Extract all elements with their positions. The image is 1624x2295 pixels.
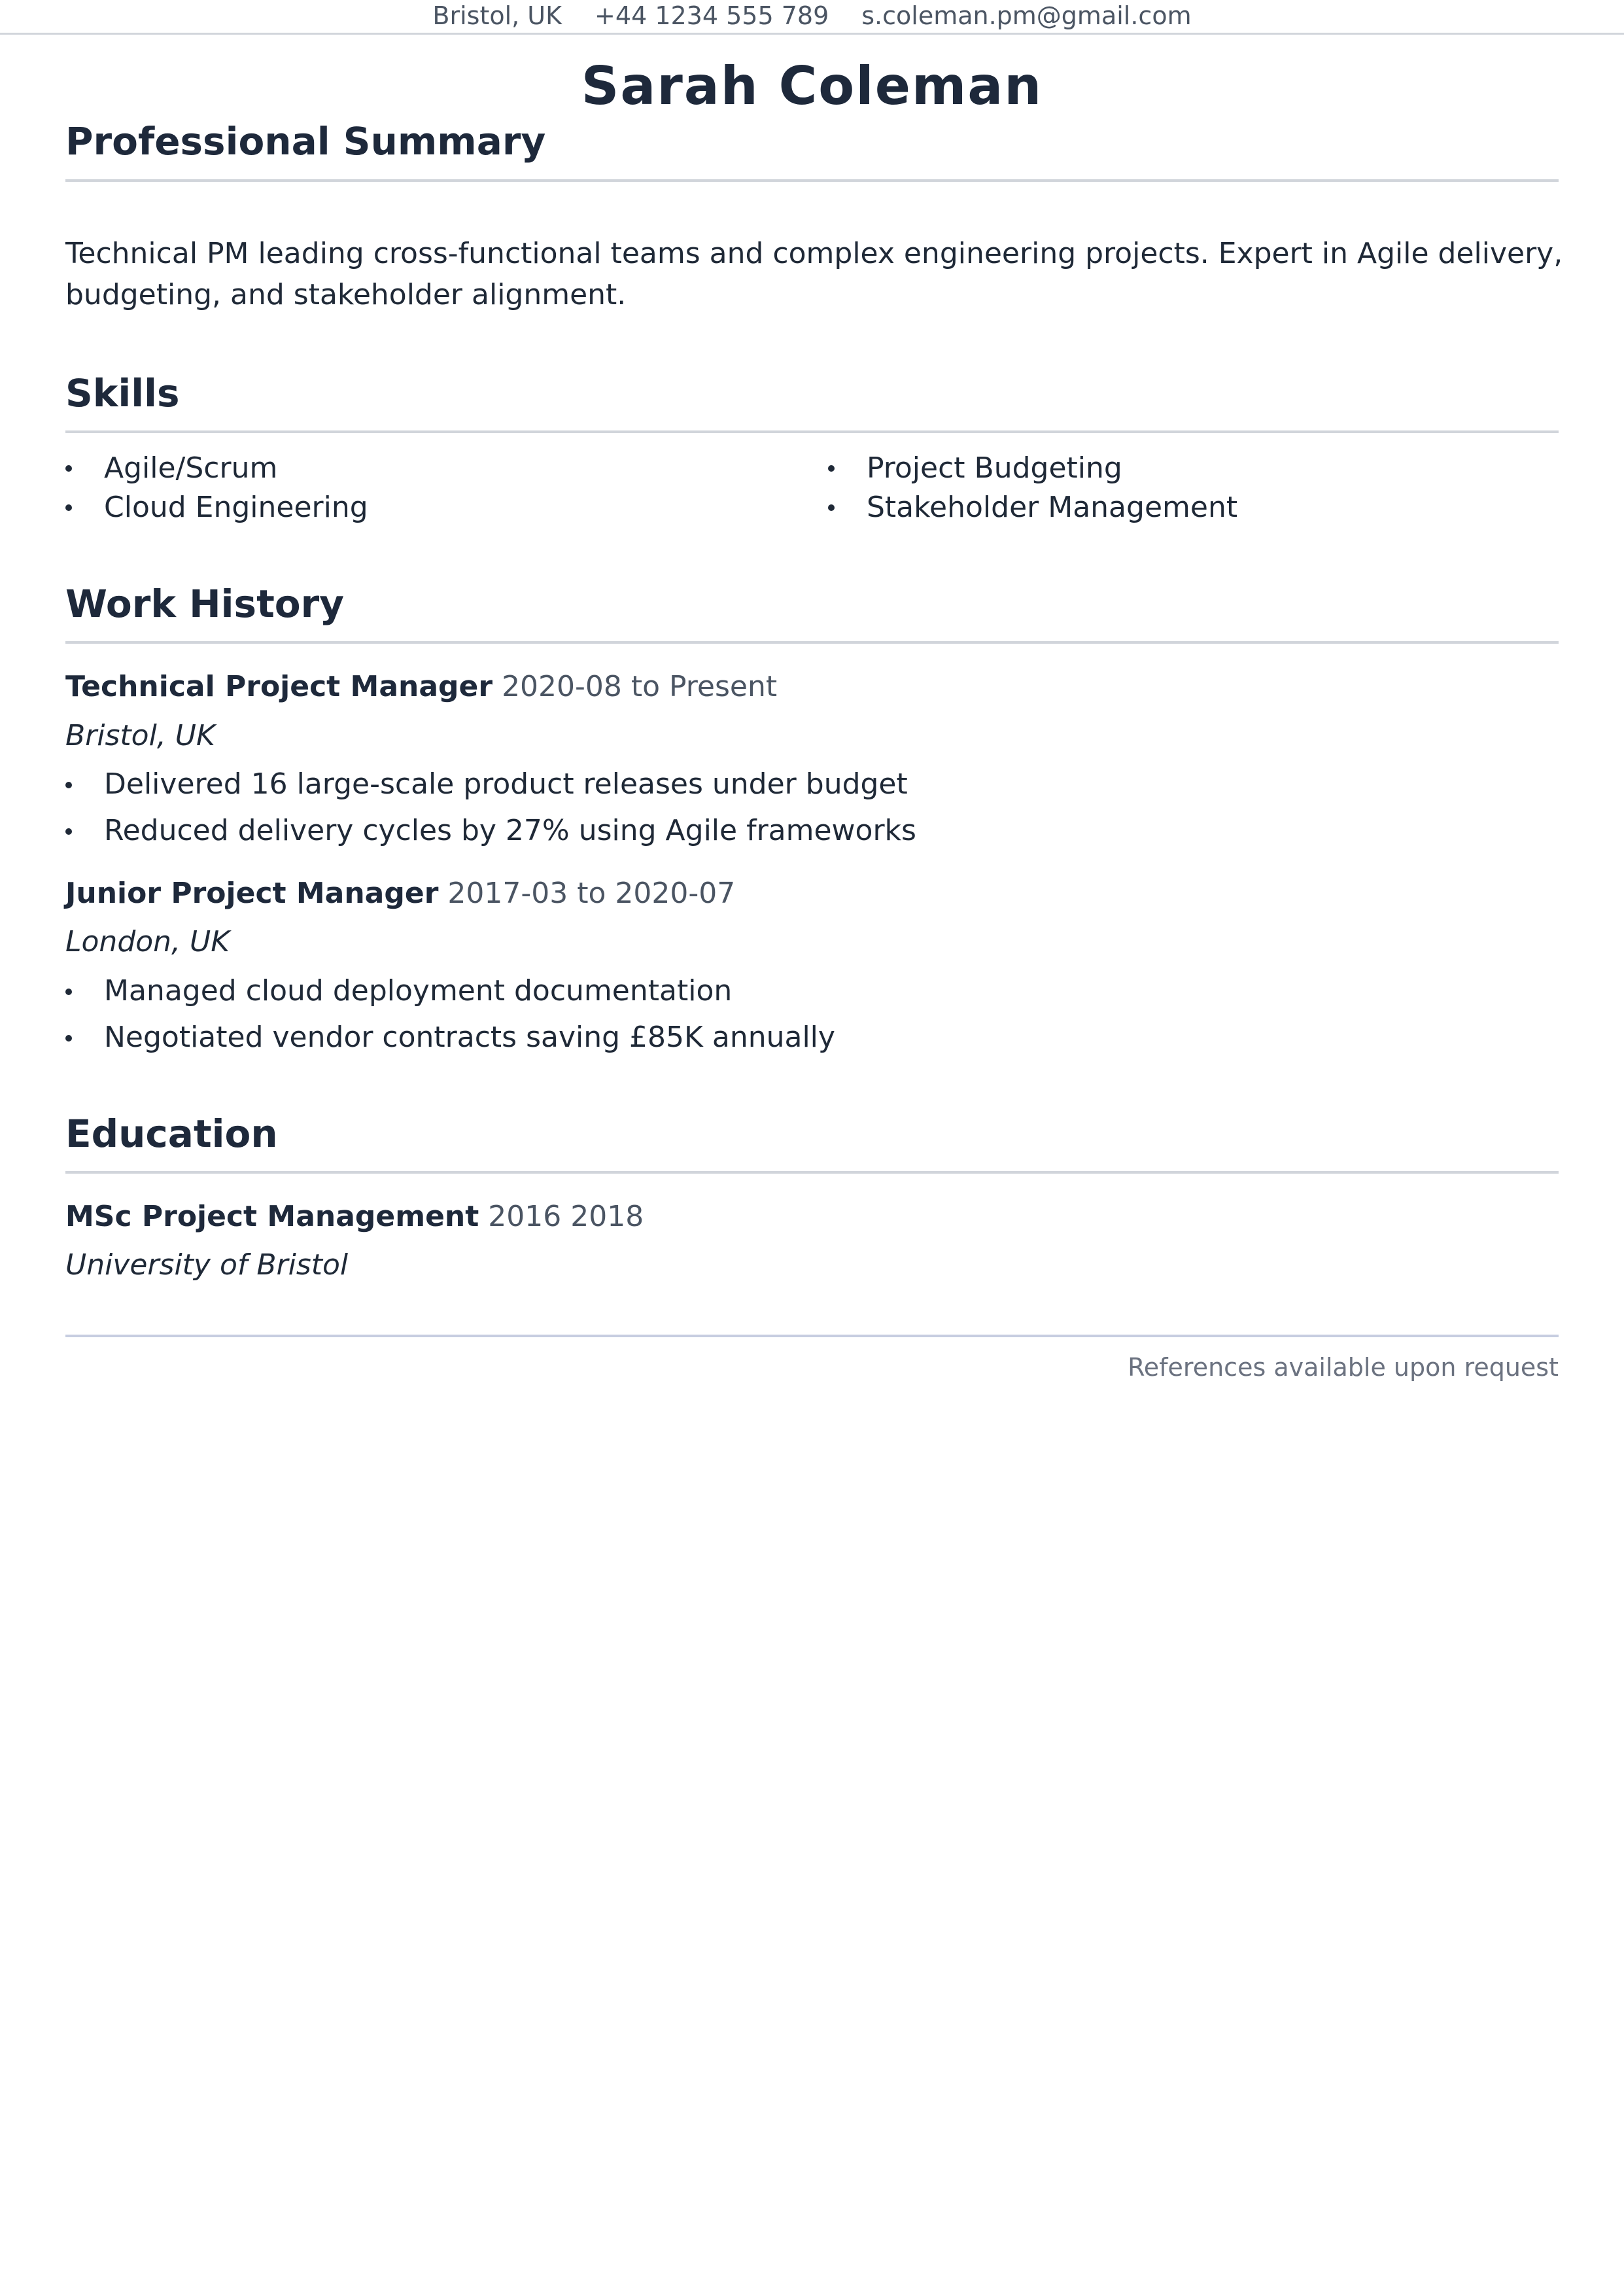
bullet-dot [828,504,835,511]
skill-item: Project Budgeting [867,451,1122,485]
skills-heading: Skills [65,371,180,415]
job-header [65,875,735,912]
bullet-dot [65,504,72,511]
bullet-dot [65,782,72,788]
job-title: Junior Project Manager [65,877,439,910]
job-dates: 2020-08 to Present [502,670,778,703]
education-dates: 2016 2018 [488,1200,644,1233]
skill-item: Cloud Engineering [104,491,368,524]
contact-phone: +44 1234 555 789 [595,1,829,30]
job-location: Bristol, UK [65,719,215,752]
education-heading: Education [65,1112,278,1156]
skill-item: Stakeholder Management [867,491,1238,524]
job-dates: 2017-03 to 2020-07 [447,877,736,910]
job-header [65,669,777,705]
work-history-heading: Work History [65,582,345,626]
bullet-dot [65,828,72,835]
bullet-dot [65,1035,72,1042]
summary-heading: Professional Summary [65,119,546,164]
footer-divider [65,1335,1559,1337]
bullet-dot [65,465,72,472]
school-name: University of Bristol [65,1248,349,1282]
job-bullet: Managed cloud deployment documentation [104,974,733,1007]
job-bullet: Negotiated vendor contracts saving £85K annually [104,1021,835,1054]
contact-location: Bristol, UK [432,1,562,30]
work-history-divider [65,641,1559,644]
degree-title: MSc Project Management [65,1200,479,1233]
job-location: London, UK [65,925,230,958]
resume-name: Sarah Coleman [581,56,1043,116]
education-header [65,1199,644,1235]
skills-divider [65,430,1559,433]
job-title: Technical Project Manager [65,670,493,703]
bullet-dot [828,465,835,472]
contact-email: s.coleman.pm@gmail.com [861,1,1192,30]
references-note: References available upon request [1128,1353,1559,1382]
job-bullet: Delivered 16 large-scale product releases under budget [104,767,908,801]
skill-item: Agile/Scrum [104,451,278,485]
summary-divider [65,179,1559,182]
bullet-dot [65,989,72,995]
job-bullet: Reduced delivery cycles by 27% using Agile frameworks [104,814,916,847]
education-divider [65,1171,1559,1174]
summary-text: Technical PM leading cross-functional teams and complex engineering projects. Expert in Agile delivery, budgeting, and stakeholder alignment. [65,237,1563,311]
contact-bar [0,0,1624,35]
